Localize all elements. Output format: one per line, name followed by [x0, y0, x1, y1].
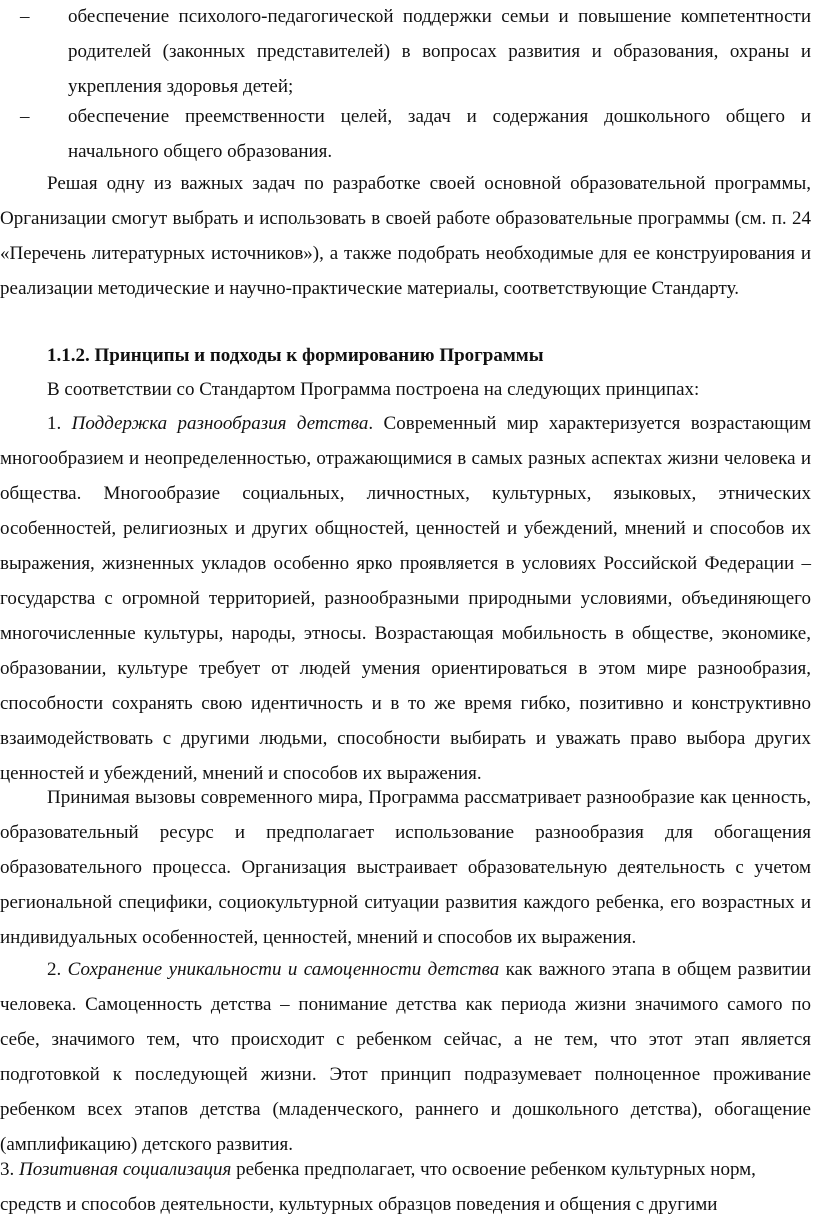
intro-line: В соответствии со Стандартом Программа построена на следующих принципах:	[47, 379, 700, 400]
principle-title: Поддержка разнообразия детства	[71, 413, 369, 434]
principle-title: Позитивная социализация	[19, 1159, 232, 1180]
principle-3	[0, 1152, 811, 1222]
principle-text-continued: средств и способов деятельности, культурных образцов поведения и общения с другими	[0, 1194, 718, 1215]
principle-number: 1.	[47, 413, 72, 434]
principle-text: как важного этапа в общем развитии человека. Самоценность детства – понимание детства как периода жизни значимого самого по себе, значимого тем, что происходит с ребенком сейчас, а не тем, что этот этап является подготовкой к последующей жизни. Этот принцип подразумевает полноценное проживание ребенком всех этапов детства (младенческого, раннего и дошкольного детства), обогащение (амплификацию) детского развития.	[0, 959, 812, 1155]
principle-text: ребенка предполагает, что освоение ребенком культурных норм,	[231, 1159, 756, 1180]
principle-text: . Современный мир характеризуется возрастающим многообразием и неопределенностью, отражающимися в самых разных аспектах жизни человека и общества. Многообразие социальных, личностных, культурных, языковых, этнических особенностей, религиозных и других общностей, ценностей и убеждений, мнений и способов их выражения, жизненных укладов особенно ярко проявляется в условиях Российской Федерации – государства с огромной территорией, разнообразными природными условиями, объединяющего многочисленные культуры, народы, этносы. Возрастающая мобильность в обществе, экономике, образовании, культуре требует от людей умения ориентироваться в этом мире разнообразия, способности сохранять свою идентичность и в то же время гибко, позитивно и конструктивно взаимодействовать с другими людьми, способности выбирать и уважать право выбора других ценностей и убеждений, мнений и способов их выражения.	[0, 413, 811, 784]
paragraph-challenges: Принимая вызовы современного мира, Программа рассматривает разнообразие как ценность, образовательный ресурс и предполагает использование разнообразия для обогащения образовательного процесса. Организация выстраивает образовательную деятельность с учетом региональной специфики, социокультурной ситуации развития каждого ребенка, его возрастных и индивидуальных особенностей, ценностей, мнений и способов их выражения.	[0, 787, 811, 948]
bullet-dash: –	[20, 6, 30, 27]
principle-number: 2.	[47, 959, 68, 980]
bullet-item	[0, 99, 811, 169]
principle-number: 3.	[0, 1159, 19, 1180]
bullet-text: обеспечение преемственности целей, задач и содержания дошкольного общего и начального общего образования.	[68, 106, 811, 162]
paragraph-programs: Решая одну из важных задач по разработке своей основной образовательной программы, Организации смогут выбрать и использовать в своей работе образовательные программы (см. п. 24 «Перечень литературных источников»), а также подобрать необходимые для ее конструирования и реализации методические и научно-практические материалы, соответствующие Стандарту.	[0, 173, 811, 299]
principle-1	[0, 406, 811, 791]
principle-title: Сохранение уникальности и самоценности детства	[67, 959, 500, 980]
bullet-item	[0, 0, 811, 104]
bullet-text: обеспечение психолого-педагогической поддержки семьи и повышение компетентности родителей (законных представителей) в вопросах развития и образования, охраны и укрепления здоровья детей;	[68, 6, 811, 97]
section-heading: 1.1.2. Принципы и подходы к формированию Программы	[47, 345, 544, 366]
principle-2	[0, 952, 811, 1162]
bullet-dash: –	[20, 106, 30, 127]
